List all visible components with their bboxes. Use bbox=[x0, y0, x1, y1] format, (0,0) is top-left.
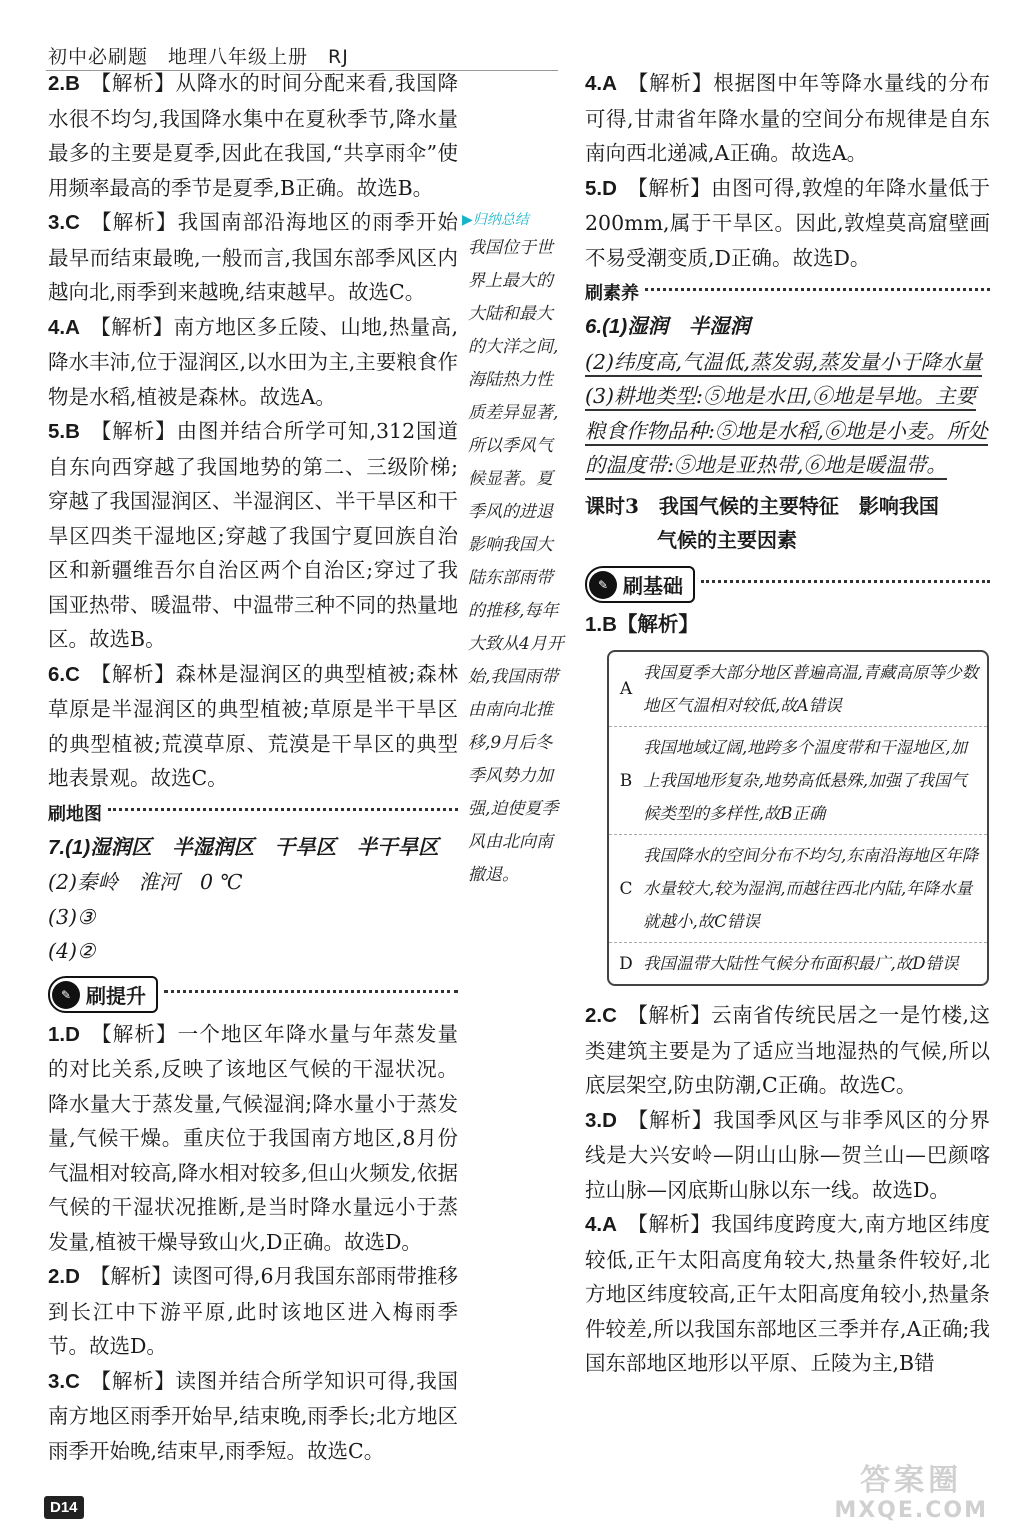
item-l-5: 5.B 【解析】由图并结合所学可知,312国道自东向西穿越了我国地势的第二、三级阶梯;穿越了我国湿润区、半湿润区、半干旱区和干旱区四类干湿地区;穿越了我国宁夏回族自治区和新疆维吾尔自治区两个自治区;穿过了我国亚热带、暖温带、中温带三种不同的热量地区。故选B。 bbox=[48, 419, 458, 651]
item-r-4: 4.A 【解析】根据图中年等降水量线的分布可得,甘肃省年降水量的空间分布规律是自东南向西北递减,A正确。故选A。 bbox=[585, 71, 990, 165]
table-row: B 我国地域辽阔,地跨多个温度带和干湿地区,加上我国地形复杂,地势高低悬殊,加强了我国气候类型的多样性,故B正确 bbox=[609, 727, 987, 835]
item-r-5: 5.D 【解析】由图可得,敦煌的年降水量低于200mm,属于干旱区。因此,敦煌莫高窟壁画不易受潮变质,D正确。故选D。 bbox=[585, 175, 990, 270]
item-lb-3: 3.C 【解析】读图并结合所学知识可得,我国南方地区雨季开始早,结束晚,雨季长;北方地区雨季开始晚,结束早,雨季短。故选C。 bbox=[48, 1368, 458, 1463]
q7-line-4: (4)② bbox=[48, 939, 96, 963]
section-literacy-heading: 刷素养 bbox=[585, 275, 990, 309]
lesson-title: 课时3 我国气候的主要特征 影响我国 气候的主要因素 bbox=[585, 493, 939, 552]
item-rb-4: 4.A 【解析】我国纬度跨度大,南方地区纬度较低,正午太阳高度角较大,热量条件较好,北方地区纬度较高,正午太阳高度角较小,热量条件较差,所以我国东部地区三季并存,A正确;我国东部地区地形以平原、丘陵为主,B错 bbox=[585, 1212, 990, 1375]
item-l-3: 3.C 【解析】我国南部沿海地区的雨季开始最早而结束最晚,一般而言,我国东部季风区内越向北,雨季到来越晚,结束越早。故选C。 bbox=[48, 210, 458, 304]
q6-line-2: (2)纬度高,气温低,蒸发弱,蒸发量小于降水量 bbox=[585, 345, 990, 380]
table-row: C 我国降水的空间分布不均匀,东南沿海地区年降水量较大,较为湿润,而越往西北内陆,年降水量就越小,故C错误 bbox=[609, 835, 987, 943]
item-l-6: 6.C 【解析】森林是湿润区的典型植被;森林草原是半湿润区的典型植被;草原是半干旱区的典型植被;荒漠草原、荒漠是干旱区的典型地表景观。故选C。 bbox=[48, 661, 458, 790]
q6-line-3: (3)耕地类型:⑤地是水田,⑥地是旱地。主要粮食作物品种:⑤地是水稻,⑥地是小麦。所处的温度带:⑤地是亚热带,⑥地是暖温带。 bbox=[585, 379, 990, 483]
dotted-rule bbox=[108, 808, 458, 811]
watermark: 答案圈 MXQE.COM bbox=[834, 1463, 988, 1523]
banner-pill: ✎ 刷基础 bbox=[585, 566, 695, 603]
dotted-rule bbox=[164, 990, 458, 993]
item-lb-1: 1.D 【解析】一个地区年降水量与年蒸发量的对比关系,反映了该地区气候的干湿状况。降水量大于蒸发量,气候湿润;降水量小于蒸发量,气候干燥。重庆位于我国南方地区,8月份气温相对较高,降水相对较多,但山火频发,依据气候的干湿状况推断,是当时降水量远小于蒸发量,植被干燥导致山火,D正确。故选D。 bbox=[48, 1021, 458, 1254]
running-header: 初中必刷题 地理八年级上册 RJ bbox=[48, 46, 349, 68]
section-map-heading: 刷地图 bbox=[48, 796, 458, 830]
item-rb-2: 2.C 【解析】云南省传统民居之一是竹楼,这类建筑主要是为了适应当地湿热的气候,所以底层架空,防虫防潮,C正确。故选C。 bbox=[585, 1003, 990, 1097]
analysis-table bbox=[607, 650, 989, 986]
item-l-4: 4.A 【解析】南方地区多丘陵、山地,热量高,降水丰沛,位于湿润区,以水田为主,主要粮食作物是水稻,植被是森林。故选A。 bbox=[48, 314, 458, 409]
page-number: D14 bbox=[44, 1496, 84, 1519]
brush-icon: ✎ bbox=[52, 981, 80, 1009]
banner-pill: ✎ 刷提升 bbox=[48, 976, 158, 1013]
sidenote-title: ▶归纳总结 bbox=[462, 212, 529, 228]
item-rb-3: 3.D 【解析】我国季风区与非季风区的分界线是大兴安岭—阴山山脉—贺兰山—巴颜喀拉山脉—冈底斯山脉以东一线。故选D。 bbox=[585, 1107, 990, 1202]
banner-basic bbox=[585, 565, 990, 605]
right-column bbox=[585, 66, 990, 1381]
brush-icon: ✎ bbox=[589, 571, 617, 599]
table-row: A 我国夏季大部分地区普遍高温,青藏高原等少数地区气温相对较低,故A错误 bbox=[609, 652, 987, 727]
item-l-2: 2.B 【解析】从降水的时间分配来看,我国降水很不均匀,我国降水集中在夏秋季节,降水量最多的主要是夏季,因此在我国,“共享雨伞”使用频率最高的季节是夏季,B正确。故选B。 bbox=[48, 71, 458, 200]
q1-heading: 1.B【解析】 bbox=[585, 612, 699, 636]
item-lb-2: 2.D 【解析】读图可得,6月我国东部雨带推移到长江中下游平原,此时该地区进入梅雨季节。故选D。 bbox=[48, 1264, 458, 1358]
q7-line-3: (3)③ bbox=[48, 904, 96, 929]
dotted-rule bbox=[701, 580, 990, 583]
q7-line-2: (2)秦岭 淮河 0 ℃ bbox=[48, 870, 243, 894]
banner-improve bbox=[48, 975, 458, 1015]
sidenote-text: 我国位于世界上最大的大陆和最大的大洋之间,海陆热力性质差异显著,所以季风气候显著。夏季风的进退影响我国大陆东部雨带的推移,每年大致从4月开始,我国雨带由南向北推移,9月后冬季风势力加强,迫使夏季风由北向南撤退。 bbox=[468, 238, 564, 885]
q7-line-1: 7.(1)湿润区 半湿润区 干旱区 半干旱区 bbox=[48, 835, 439, 859]
q6-line-1: 6.(1)湿润 半湿润 bbox=[585, 315, 751, 338]
summary-sidenote bbox=[462, 208, 568, 892]
left-column bbox=[48, 66, 458, 1468]
dotted-rule bbox=[645, 288, 990, 291]
table-row: D 我国温带大陆性气候分布面积最广,故D错误 bbox=[619, 953, 959, 974]
